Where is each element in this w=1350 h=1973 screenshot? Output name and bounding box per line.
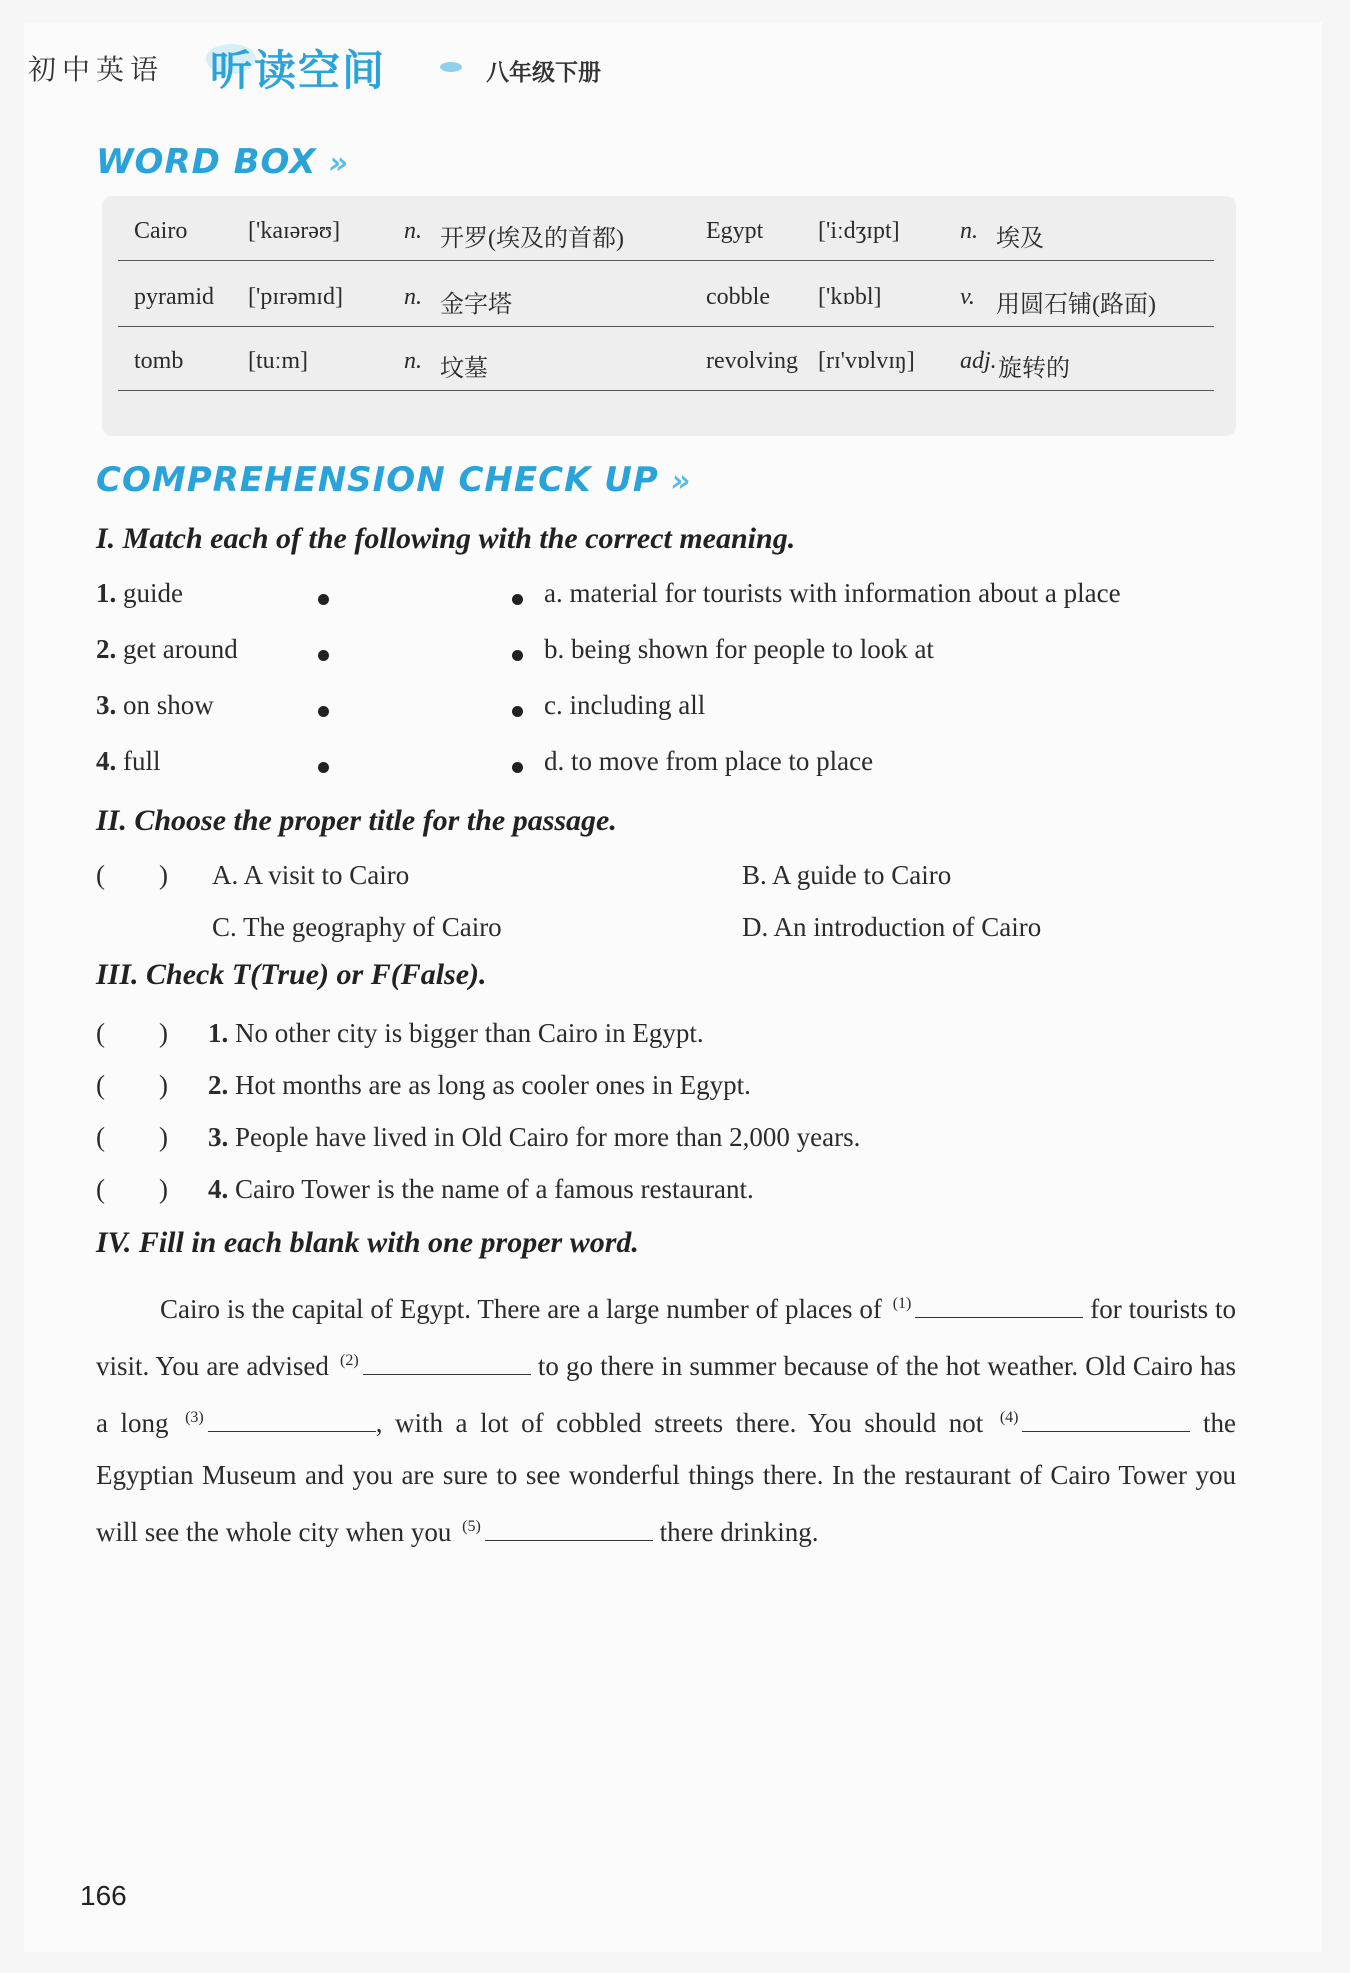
tf-item — [208, 1018, 704, 1049]
part-of-speech: n. — [960, 218, 978, 244]
blank-number: (2) — [340, 1352, 359, 1369]
item-number: 3. — [96, 690, 117, 720]
word-box-table — [102, 196, 1236, 436]
part-of-speech: adj. — [960, 348, 997, 374]
item-text: on show — [123, 690, 214, 720]
match-left-item — [96, 634, 238, 665]
match-right-item: d. to move from place to place — [544, 746, 874, 776]
item-text: No other city is bigger than Cairo in Egypt. — [235, 1018, 704, 1048]
word: pyramid — [134, 284, 214, 310]
chevron-right-icon: » — [670, 464, 692, 499]
tf-item — [208, 1122, 860, 1153]
phonetic: ['kɒbl] — [818, 284, 882, 310]
word: Cairo — [134, 218, 188, 244]
meaning: 用圆石铺(路面) — [996, 292, 1156, 318]
option-d: D. An introduction of Cairo — [742, 912, 1042, 942]
part-of-speech: v. — [960, 284, 975, 310]
item-text: People have lived in Old Cairo for more than 2,000 years. — [235, 1122, 861, 1152]
answer-paren[interactable]: ( ) — [96, 1070, 168, 1100]
part-of-speech: n. — [404, 348, 422, 374]
part-of-speech: n. — [404, 284, 422, 310]
match-dot-right[interactable] — [512, 594, 523, 605]
fill-blank-passage — [96, 1278, 1236, 1558]
option-c: C. The geography of Cairo — [212, 912, 502, 942]
header-divider-icon — [440, 62, 462, 72]
part-1-title: I. Match each of the following with the correct meaning. — [96, 522, 796, 555]
part-4-title: IV. Fill in each blank with one proper word. — [96, 1226, 639, 1259]
passage-text: Cairo is the capital of Egypt. There are a large number of places of — [160, 1294, 882, 1324]
item-number: 3. — [208, 1122, 229, 1152]
word: Egypt — [706, 218, 764, 244]
answer-paren[interactable]: ( ) — [96, 1122, 168, 1152]
passage-text: , with a lot of cobbled streets there. You should not — [375, 1408, 984, 1438]
phonetic: ['kaɪərəʊ] — [248, 218, 341, 244]
passage-text: there drinking. — [659, 1517, 819, 1547]
page-number: 166 — [80, 1880, 127, 1911]
blank-5[interactable] — [485, 1512, 653, 1541]
meaning: 旋转的 — [998, 356, 1070, 382]
phonetic: [tuːm] — [248, 348, 308, 374]
match-right-item: a. material for tourists with information about a place — [544, 578, 1121, 608]
part-of-speech: n. — [404, 218, 422, 244]
book-series-title: 初中英语 — [28, 53, 165, 86]
item-text: guide — [123, 578, 183, 608]
item-number: 4. — [96, 746, 117, 776]
tf-item — [208, 1174, 754, 1205]
item-number: 4. — [208, 1174, 229, 1204]
answer-paren[interactable]: ( ) — [96, 860, 168, 890]
match-dot-right[interactable] — [512, 762, 523, 773]
item-text: Hot months are as long as cooler ones in Egypt. — [235, 1070, 751, 1100]
match-right-item: c. including all — [544, 690, 706, 720]
match-dot-right[interactable] — [512, 706, 523, 717]
passage-text: the Egyptian Museum and you are sure to see wonderful things there. In the restaurant of Cairo Tower you will see the whole city when you — [96, 1408, 1237, 1547]
answer-paren[interactable]: ( ) — [96, 1174, 168, 1204]
option-b: B. A guide to Cairo — [742, 860, 952, 890]
book-brand-title: 听读空间 — [210, 46, 387, 95]
item-text: Cairo Tower is the name of a famous restaurant. — [235, 1174, 754, 1204]
word-box-heading-text: WORD BOX — [96, 142, 317, 182]
match-left-item — [96, 578, 183, 609]
word: tomb — [134, 348, 184, 374]
part-2-title: II. Choose the proper title for the passage. — [96, 804, 617, 837]
passage-text: to go there in summer because of the hot weather. Old Cairo has a long — [96, 1351, 1237, 1438]
word-row — [118, 262, 1214, 327]
item-text: get around — [123, 634, 238, 664]
item-number: 1. — [208, 1018, 229, 1048]
match-dot-left[interactable] — [318, 762, 329, 773]
meaning: 埃及 — [996, 226, 1044, 252]
blank-number: (5) — [462, 1518, 481, 1535]
meaning: 坟墓 — [440, 356, 488, 382]
phonetic: ['iːdʒɪpt] — [818, 218, 900, 244]
phonetic: ['pɪrəmɪd] — [248, 284, 343, 310]
passage-text: for tourists to visit. You are advised — [96, 1294, 1236, 1381]
match-dot-left[interactable] — [318, 706, 329, 717]
blank-1[interactable] — [915, 1289, 1083, 1318]
tf-item — [208, 1070, 751, 1101]
word: cobble — [706, 284, 770, 310]
match-left-item — [96, 746, 161, 777]
item-number: 2. — [208, 1070, 229, 1100]
match-left-item — [96, 690, 214, 721]
comprehension-heading — [96, 460, 691, 500]
match-dot-left[interactable] — [318, 594, 329, 605]
word-box-heading — [96, 142, 349, 182]
match-dot-left[interactable] — [318, 650, 329, 661]
meaning: 开罗(埃及的首都) — [440, 226, 624, 252]
blank-number: (1) — [892, 1295, 912, 1312]
answer-paren[interactable]: ( ) — [96, 1018, 168, 1048]
word: revolving — [706, 348, 798, 374]
word-row — [118, 326, 1214, 391]
blank-2[interactable] — [363, 1346, 531, 1375]
grade-label: 八年级下册 — [486, 60, 601, 86]
blank-number: (3) — [185, 1409, 204, 1426]
option-a: A. A visit to Cairo — [212, 860, 410, 890]
item-text: full — [123, 746, 161, 776]
item-number: 2. — [96, 634, 117, 664]
comprehension-heading-text: COMPREHENSION CHECK UP — [96, 460, 659, 500]
phonetic: [rɪ'vɒlvɪŋ] — [818, 348, 915, 374]
blank-3[interactable] — [208, 1403, 376, 1432]
part-3-title: III. Check T(True) or F(False). — [96, 958, 487, 991]
blank-number: (4) — [999, 1409, 1019, 1426]
blank-4[interactable] — [1022, 1403, 1190, 1432]
meaning: 金字塔 — [440, 292, 512, 318]
match-right-item: b. being shown for people to look at — [544, 634, 934, 664]
word-row — [118, 196, 1214, 261]
item-number: 1. — [96, 578, 117, 608]
chevron-right-icon: » — [328, 146, 349, 181]
match-dot-right[interactable] — [512, 650, 523, 661]
